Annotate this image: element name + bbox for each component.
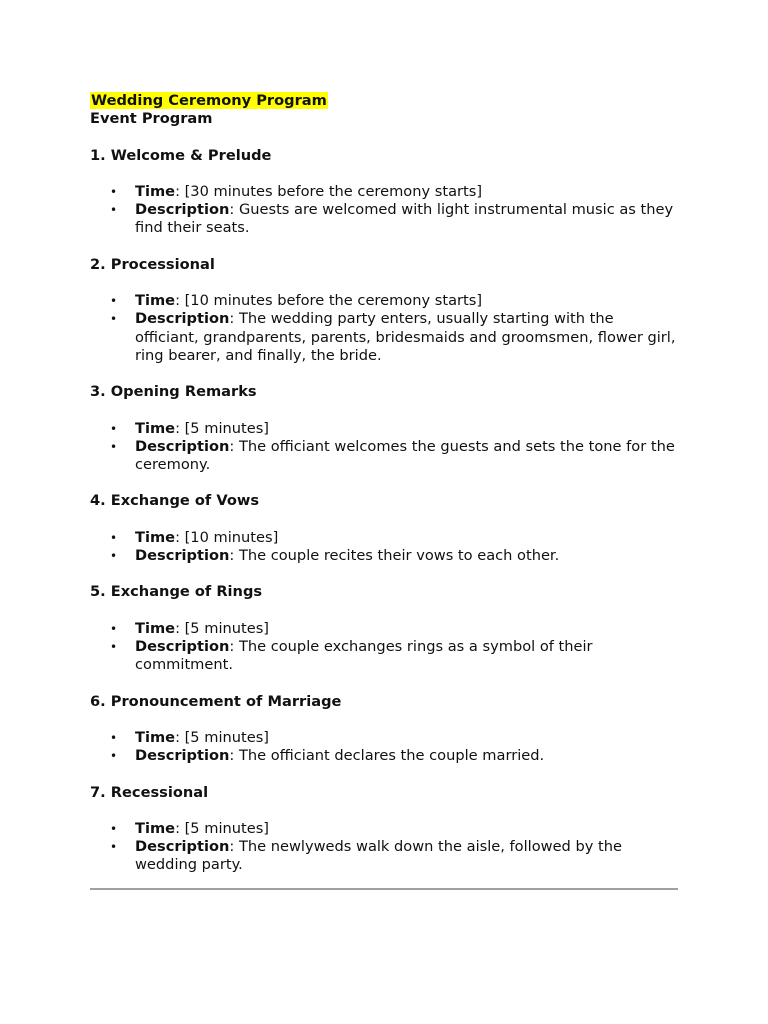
description-label: Description [135, 637, 230, 655]
description-value: : Guests are welcomed with light instrumental music as they find their seats. [135, 201, 674, 237]
bullet-icon: • [110, 639, 118, 654]
section-heading: 5. Exchange of Rings [90, 583, 263, 601]
time-value: : [5 minutes] [175, 819, 270, 837]
section-items [90, 420, 680, 475]
description-value: : The couple recites their vows to each other. [229, 546, 560, 564]
bullet-icon: • [110, 840, 118, 855]
section-heading: 4. Exchange of Vows [90, 492, 260, 510]
time-value: : [5 minutes] [175, 728, 270, 746]
list-item-time [90, 183, 680, 201]
description-label: Description [135, 747, 230, 765]
list-item-description [90, 438, 680, 474]
bullet-icon: • [110, 621, 118, 636]
bullet-icon: • [110, 439, 118, 454]
description-label: Description [135, 310, 230, 328]
program-section-4 [90, 492, 680, 565]
description-label: Description [135, 838, 230, 856]
list-item-description [90, 638, 680, 674]
bullet-icon: • [110, 294, 118, 309]
horizontal-rule [90, 888, 678, 890]
bullet-icon: • [110, 548, 118, 563]
list-item-time [90, 729, 680, 747]
list-item-description [90, 201, 680, 237]
time-label: Time [135, 182, 176, 200]
bullet-icon: • [110, 312, 118, 327]
section-heading: 3. Opening Remarks [90, 383, 257, 401]
section-items [90, 292, 680, 365]
bullet-icon: • [110, 730, 118, 745]
list-item-time [90, 820, 680, 838]
list-item-description [90, 747, 680, 765]
time-label: Time [135, 619, 176, 637]
section-heading: 6. Pronouncement of Marriage [90, 692, 342, 710]
bullet-icon: • [110, 821, 118, 836]
description-value: : The wedding party enters, usually starting with the officiant, grandparents, parents, bridesmaids and groomsmen, flower girl, ring bearer, and finally, the bride. [135, 310, 676, 364]
description-label: Description [135, 201, 230, 219]
list-item-time [90, 620, 680, 638]
page-title: Wedding Ceremony Program [91, 92, 327, 109]
section-items [90, 820, 680, 875]
list-item-time [90, 292, 680, 310]
bullet-icon: • [110, 749, 118, 764]
time-label: Time [135, 528, 176, 546]
bullet-icon: • [110, 421, 118, 436]
program-section-2 [90, 256, 680, 365]
time-value: : [30 minutes before the ceremony starts] [175, 182, 483, 200]
description-label: Description [135, 437, 230, 455]
list-item-time [90, 420, 680, 438]
program-section-5 [90, 583, 680, 674]
list-item-description [90, 838, 680, 874]
list-item-time [90, 529, 680, 547]
time-label: Time [135, 728, 176, 746]
description-value: : The officiant declares the couple married. [229, 747, 545, 765]
section-items [90, 529, 680, 565]
time-label: Time [135, 419, 176, 437]
time-value: : [10 minutes before the ceremony starts] [175, 292, 483, 310]
time-label: Time [135, 819, 176, 837]
list-item-description [90, 547, 680, 565]
time-label: Time [135, 292, 176, 310]
document-body [90, 92, 680, 893]
section-heading: 1. Welcome & Prelude [90, 146, 272, 164]
section-heading: 7. Recessional [90, 783, 209, 801]
program-section-3 [90, 383, 680, 474]
time-value: : [5 minutes] [175, 619, 270, 637]
section-heading: 2. Processional [90, 255, 215, 273]
page-subtitle: Event Program [90, 110, 213, 128]
bullet-icon: • [110, 184, 118, 199]
description-label: Description [135, 546, 230, 564]
time-value: : [5 minutes] [175, 419, 270, 437]
program-section-6 [90, 693, 680, 766]
program-section-7 [90, 784, 680, 875]
section-items [90, 620, 680, 675]
bullet-icon: • [110, 203, 118, 218]
time-value: : [10 minutes] [175, 528, 279, 546]
program-section-1 [90, 147, 680, 238]
description-value: : The couple exchanges rings as a symbol of their commitment. [135, 637, 593, 674]
bullet-icon: • [110, 530, 118, 545]
list-item-description [90, 310, 680, 365]
section-items [90, 729, 680, 765]
description-value: : The newlyweds walk down the aisle, followed by the wedding party. [135, 838, 622, 874]
description-value: : The officiant welcomes the guests and sets the tone for the ceremony. [135, 437, 675, 473]
section-items [90, 183, 680, 238]
title-line [90, 92, 680, 110]
